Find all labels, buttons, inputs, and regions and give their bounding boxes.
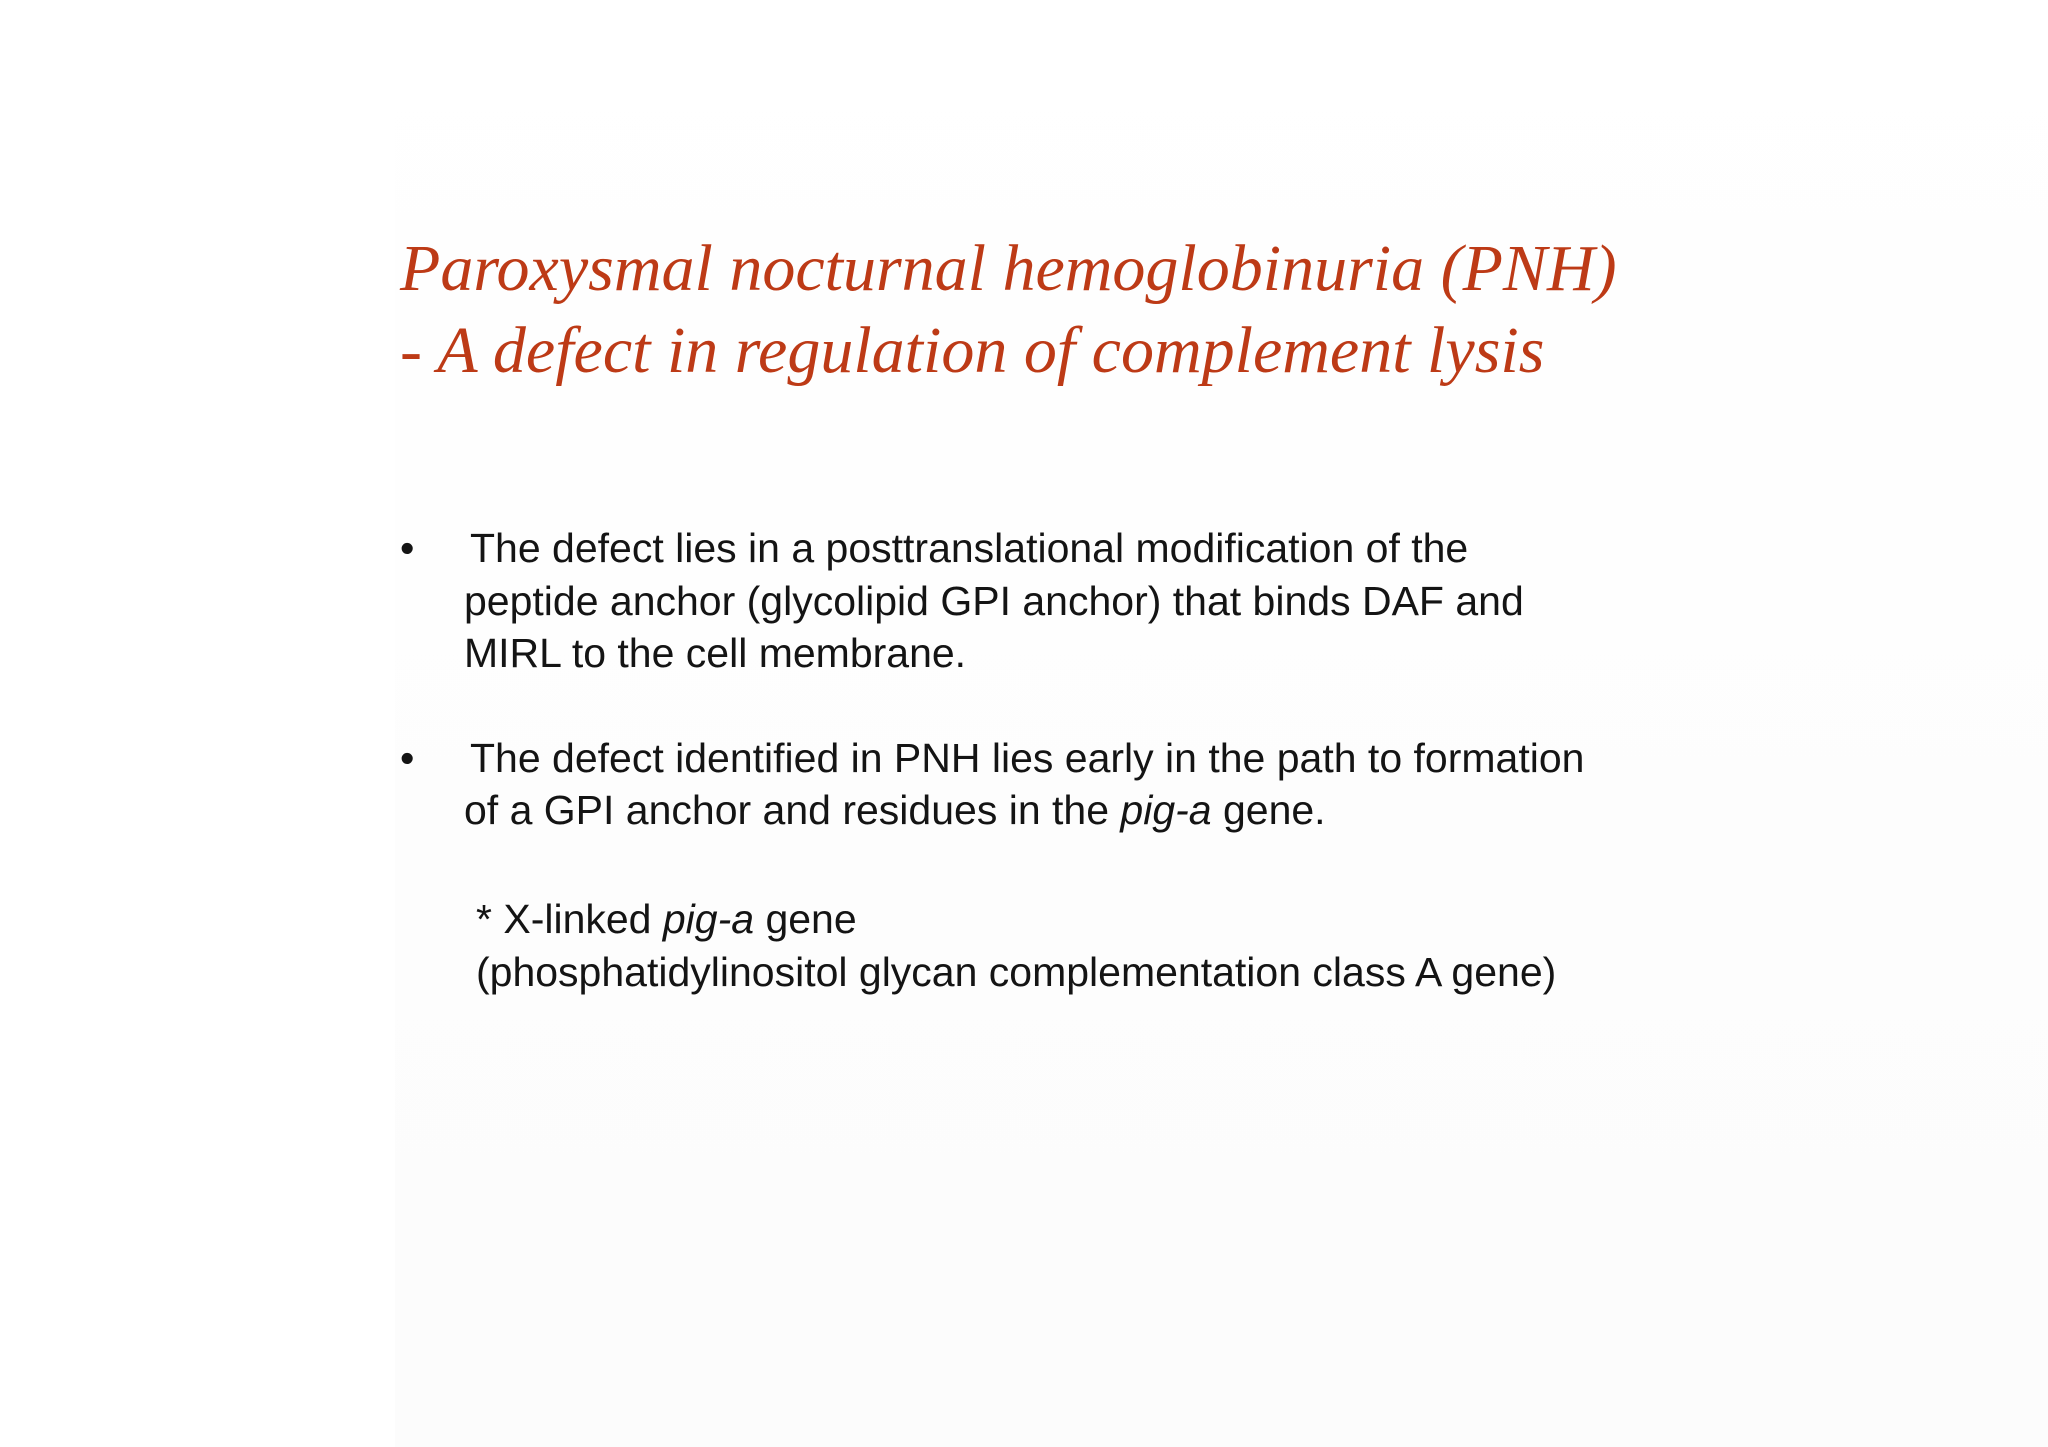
bullet-2-text-start: of a GPI anchor and residues in the xyxy=(464,787,1121,833)
gene-note xyxy=(476,893,1556,998)
bullet-item-2 xyxy=(400,732,1584,837)
gene-name-italic: pig-a xyxy=(1120,787,1212,833)
note-gene-name-italic: pig-a xyxy=(662,896,755,942)
bullet-1-line-3: MIRL to the cell membrane. xyxy=(464,630,967,676)
bullet-list xyxy=(400,522,1584,837)
bullet-icon: • xyxy=(400,525,415,571)
bullet-1-line-1: The defect lies in a posttranslational modification of the xyxy=(470,525,1469,571)
title-line-2: - A defect in regulation of complement lysis xyxy=(400,314,1545,387)
note-line-1 xyxy=(476,893,1556,946)
bullet-icon: • xyxy=(400,734,415,781)
bullet-2-line-2 xyxy=(464,784,1584,837)
note-text-end: gene xyxy=(754,896,857,942)
note-text-start: * X-linked xyxy=(476,896,663,942)
bullet-2-text-end: gene. xyxy=(1211,787,1326,833)
note-line-2: (phosphatidylinositol glycan complementation class A gene) xyxy=(476,948,1557,995)
bullet-2-line-1: The defect identified in PNH lies early in the path to formation xyxy=(470,734,1585,781)
bullet-item-1 xyxy=(400,522,1584,680)
title-line-1: Paroxysmal nocturnal hemoglobinuria (PNH) xyxy=(400,232,1617,305)
bullet-1-line-2: peptide anchor (glycolipid GPI anchor) that binds DAF and xyxy=(464,577,1524,624)
slide-title xyxy=(400,228,1617,392)
